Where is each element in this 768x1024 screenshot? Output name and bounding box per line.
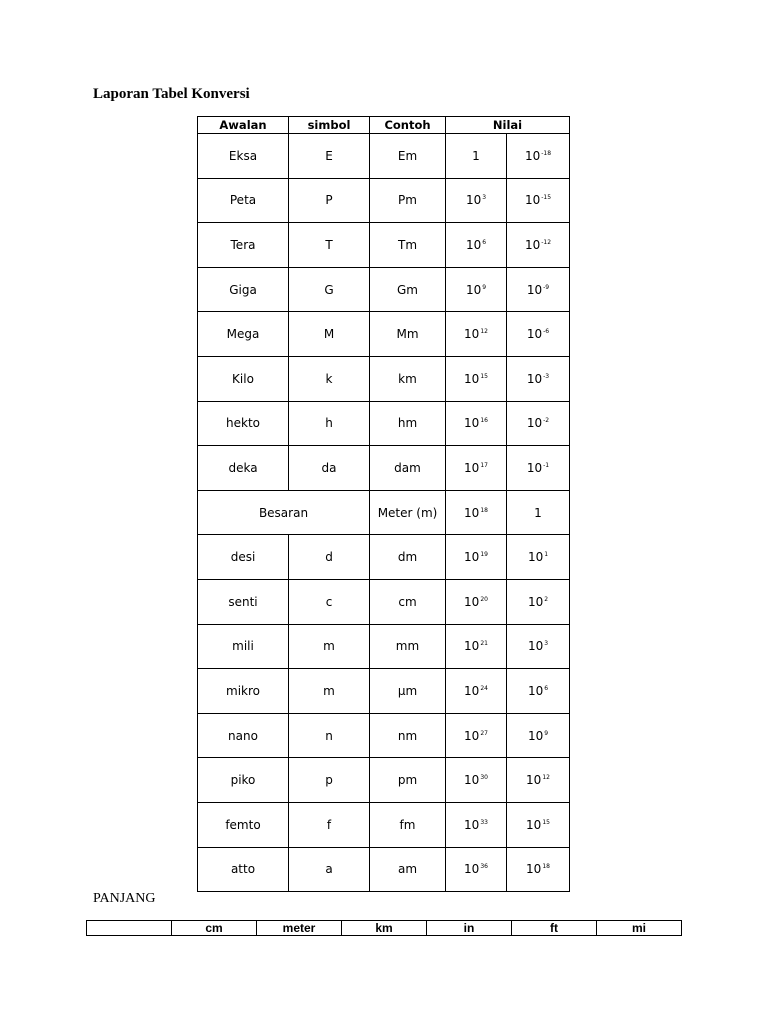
nilai-2-cell-exponent: 15 bbox=[542, 818, 550, 826]
nilai-2-cell-exponent: 9 bbox=[544, 729, 549, 737]
nilai-1-cell-base: 10 bbox=[464, 773, 480, 788]
nilai-1-cell-exponent: 3 bbox=[482, 194, 487, 202]
simbol-cell: d bbox=[289, 535, 370, 580]
simbol-cell: f bbox=[289, 802, 370, 847]
simbol-cell: da bbox=[289, 446, 370, 491]
awalan-cell: deka bbox=[198, 446, 289, 491]
table-row bbox=[198, 356, 570, 401]
nilai-2-cell-base: 10 bbox=[526, 817, 542, 832]
contoh-cell: nm bbox=[370, 713, 446, 758]
nilai-2-cell bbox=[507, 401, 570, 446]
contoh-cell: Pm bbox=[370, 178, 446, 223]
simbol-cell: a bbox=[289, 847, 370, 892]
simbol-cell: h bbox=[289, 401, 370, 446]
nilai-2-cell bbox=[507, 802, 570, 847]
nilai-2-cell-base: 10 bbox=[527, 550, 544, 565]
table-row bbox=[198, 847, 570, 892]
nilai-1-cell bbox=[446, 535, 507, 580]
nilai-1-cell bbox=[446, 356, 507, 401]
nilai-2-cell-exponent: 3 bbox=[544, 640, 549, 648]
nilai-2-cell-exponent: 12 bbox=[542, 774, 550, 782]
nilai-1-cell bbox=[446, 490, 507, 535]
table-row bbox=[198, 579, 570, 624]
nilai-2-cell-base: 10 bbox=[526, 460, 543, 475]
nilai-1-cell-exponent: 36 bbox=[480, 863, 488, 871]
page-title: Laporan Tabel Konversi bbox=[93, 86, 250, 102]
nilai-1-cell-exponent: 6 bbox=[482, 238, 487, 246]
nilai-2-cell-exponent: 2 bbox=[544, 595, 549, 603]
nilai-1-cell-exponent: 19 bbox=[480, 551, 488, 559]
contoh-cell: dm bbox=[370, 535, 446, 580]
header-simbol: simbol bbox=[289, 117, 370, 134]
nilai-1-cell bbox=[446, 446, 507, 491]
nilai-1-cell-base: 10 bbox=[464, 594, 480, 609]
nilai-1-cell bbox=[446, 713, 507, 758]
table-row bbox=[198, 178, 570, 223]
nilai-1-cell-base: 10 bbox=[465, 282, 482, 297]
nilai-2-cell-exponent: -15 bbox=[541, 194, 552, 202]
length-header-row bbox=[87, 921, 682, 936]
awalan-cell: Giga bbox=[198, 267, 289, 312]
awalan-cell: Eksa bbox=[198, 134, 289, 179]
nilai-2-cell bbox=[507, 446, 570, 491]
nilai-2-cell bbox=[507, 669, 570, 714]
nilai-1-cell-exponent: 12 bbox=[480, 328, 488, 336]
nilai-2-cell-exponent: 1 bbox=[544, 551, 549, 559]
nilai-2-cell bbox=[507, 223, 570, 268]
nilai-2-cell-base: 10 bbox=[527, 728, 544, 743]
awalan-cell: femto bbox=[198, 802, 289, 847]
nilai-1-cell-base: 1 bbox=[472, 148, 480, 163]
simbol-cell: n bbox=[289, 713, 370, 758]
nilai-2-cell bbox=[507, 713, 570, 758]
awalan-cell: Peta bbox=[198, 178, 289, 223]
nilai-2-cell-exponent: -3 bbox=[543, 372, 550, 380]
nilai-1-cell-exponent: 33 bbox=[480, 818, 488, 826]
table-row bbox=[198, 223, 570, 268]
nilai-2-cell bbox=[507, 758, 570, 803]
table-row bbox=[198, 713, 570, 758]
nilai-2-cell-base: 10 bbox=[524, 237, 541, 252]
contoh-cell: Gm bbox=[370, 267, 446, 312]
length-header-cell: ft bbox=[512, 921, 597, 936]
nilai-1-cell-base: 10 bbox=[464, 728, 480, 743]
simbol-cell: G bbox=[289, 267, 370, 312]
contoh-cell: fm bbox=[370, 802, 446, 847]
simbol-cell: M bbox=[289, 312, 370, 357]
length-header-cell: meter bbox=[257, 921, 342, 936]
nilai-2-cell bbox=[507, 490, 570, 535]
nilai-2-cell-base: 10 bbox=[526, 773, 542, 788]
nilai-2-cell-base: 10 bbox=[526, 327, 543, 342]
nilai-1-cell-exponent: 15 bbox=[480, 372, 488, 380]
contoh-cell: Meter (m) bbox=[370, 490, 446, 535]
nilai-1-cell-exponent: 18 bbox=[480, 506, 488, 514]
nilai-2-cell-exponent: -6 bbox=[543, 328, 550, 336]
nilai-1-cell-base: 10 bbox=[465, 237, 482, 252]
nilai-2-cell-base: 10 bbox=[526, 371, 543, 386]
nilai-1-cell-exponent: 24 bbox=[480, 684, 488, 692]
nilai-2-cell bbox=[507, 312, 570, 357]
nilai-2-cell bbox=[507, 178, 570, 223]
contoh-cell: cm bbox=[370, 579, 446, 624]
nilai-2-cell-base: 10 bbox=[527, 639, 544, 654]
nilai-1-cell-exponent: 9 bbox=[482, 283, 487, 291]
merged-label: Besaran bbox=[198, 490, 370, 535]
table-row bbox=[198, 401, 570, 446]
nilai-2-cell-exponent: -9 bbox=[543, 283, 550, 291]
nilai-2-cell bbox=[507, 847, 570, 892]
nilai-2-cell bbox=[507, 535, 570, 580]
nilai-2-cell-exponent: -12 bbox=[541, 238, 552, 246]
awalan-cell: atto bbox=[198, 847, 289, 892]
nilai-1-cell-base: 10 bbox=[464, 817, 480, 832]
nilai-1-cell bbox=[446, 758, 507, 803]
nilai-1-cell-base: 10 bbox=[464, 416, 480, 431]
nilai-1-cell bbox=[446, 624, 507, 669]
contoh-cell: mm bbox=[370, 624, 446, 669]
awalan-cell: hekto bbox=[198, 401, 289, 446]
awalan-cell: Tera bbox=[198, 223, 289, 268]
nilai-1-cell bbox=[446, 401, 507, 446]
nilai-1-cell bbox=[446, 267, 507, 312]
table-row bbox=[198, 802, 570, 847]
nilai-2-cell-exponent: 6 bbox=[544, 684, 549, 692]
conversion-body bbox=[198, 134, 570, 892]
awalan-cell: nano bbox=[198, 713, 289, 758]
awalan-cell: desi bbox=[198, 535, 289, 580]
nilai-1-cell-base: 10 bbox=[465, 193, 482, 208]
simbol-cell: c bbox=[289, 579, 370, 624]
length-header-cell bbox=[87, 921, 172, 936]
simbol-cell: T bbox=[289, 223, 370, 268]
length-header-cell: cm bbox=[172, 921, 257, 936]
simbol-cell: m bbox=[289, 624, 370, 669]
awalan-cell: senti bbox=[198, 579, 289, 624]
contoh-cell: Tm bbox=[370, 223, 446, 268]
length-header-cell: mi bbox=[597, 921, 682, 936]
nilai-1-cell bbox=[446, 134, 507, 179]
simbol-cell: E bbox=[289, 134, 370, 179]
contoh-cell: km bbox=[370, 356, 446, 401]
nilai-1-cell-base: 10 bbox=[464, 460, 480, 475]
table-row bbox=[198, 267, 570, 312]
contoh-cell: dam bbox=[370, 446, 446, 491]
nilai-1-cell-base: 10 bbox=[464, 683, 480, 698]
length-table bbox=[86, 920, 682, 936]
awalan-cell: Mega bbox=[198, 312, 289, 357]
contoh-cell: pm bbox=[370, 758, 446, 803]
awalan-cell: mikro bbox=[198, 669, 289, 714]
header-row bbox=[198, 117, 570, 134]
length-header-cell: km bbox=[342, 921, 427, 936]
nilai-1-cell-exponent: 27 bbox=[480, 729, 488, 737]
nilai-1-cell-base: 10 bbox=[464, 550, 480, 565]
nilai-2-cell-base: 10 bbox=[526, 282, 543, 297]
nilai-2-cell-exponent: -18 bbox=[541, 149, 552, 157]
nilai-2-cell bbox=[507, 624, 570, 669]
awalan-cell: mili bbox=[198, 624, 289, 669]
contoh-cell: μm bbox=[370, 669, 446, 714]
nilai-2-cell-base: 10 bbox=[526, 416, 543, 431]
awalan-cell: Kilo bbox=[198, 356, 289, 401]
nilai-2-cell-base: 10 bbox=[527, 594, 544, 609]
simbol-cell: P bbox=[289, 178, 370, 223]
table-row bbox=[198, 624, 570, 669]
nilai-2-cell-exponent: -2 bbox=[543, 417, 550, 425]
nilai-2-cell bbox=[507, 267, 570, 312]
nilai-1-cell-exponent: 17 bbox=[480, 461, 488, 469]
contoh-cell: hm bbox=[370, 401, 446, 446]
nilai-1-cell-base: 10 bbox=[464, 327, 480, 342]
nilai-2-cell-exponent: -1 bbox=[543, 461, 550, 469]
nilai-2-cell bbox=[507, 134, 570, 179]
nilai-1-cell-exponent: 20 bbox=[480, 595, 488, 603]
length-header-cell: in bbox=[427, 921, 512, 936]
nilai-1-cell bbox=[446, 223, 507, 268]
table-row bbox=[198, 134, 570, 179]
header-contoh: Contoh bbox=[370, 117, 446, 134]
nilai-1-cell-base: 10 bbox=[464, 862, 480, 877]
nilai-2-cell bbox=[507, 356, 570, 401]
awalan-cell: piko bbox=[198, 758, 289, 803]
nilai-1-cell bbox=[446, 669, 507, 714]
nilai-2-cell-base: 10 bbox=[526, 862, 542, 877]
nilai-1-cell bbox=[446, 312, 507, 357]
nilai-2-cell-base: 10 bbox=[524, 193, 541, 208]
table-row bbox=[198, 758, 570, 803]
nilai-2-cell-base: 1 bbox=[534, 505, 542, 520]
header-nilai: Nilai bbox=[446, 117, 570, 134]
header-awalan: Awalan bbox=[198, 117, 289, 134]
contoh-cell: Mm bbox=[370, 312, 446, 357]
nilai-1-cell-exponent: 30 bbox=[480, 774, 488, 782]
nilai-2-cell-exponent: 18 bbox=[542, 863, 550, 871]
nilai-1-cell-base: 10 bbox=[464, 371, 480, 386]
nilai-1-cell-base: 10 bbox=[464, 505, 480, 520]
nilai-2-cell-base: 10 bbox=[524, 148, 541, 163]
table-row bbox=[198, 535, 570, 580]
nilai-1-cell bbox=[446, 802, 507, 847]
table-row bbox=[198, 312, 570, 357]
simbol-cell: k bbox=[289, 356, 370, 401]
table-row bbox=[198, 669, 570, 714]
nilai-1-cell-exponent: 21 bbox=[480, 640, 488, 648]
table-row bbox=[198, 446, 570, 491]
nilai-2-cell-base: 10 bbox=[527, 683, 544, 698]
nilai-1-cell-exponent: 16 bbox=[480, 417, 488, 425]
nilai-1-cell-base: 10 bbox=[464, 639, 480, 654]
nilai-2-cell bbox=[507, 579, 570, 624]
nilai-1-cell bbox=[446, 178, 507, 223]
table-row bbox=[198, 490, 570, 535]
nilai-1-cell bbox=[446, 847, 507, 892]
contoh-cell: am bbox=[370, 847, 446, 892]
contoh-cell: Em bbox=[370, 134, 446, 179]
nilai-1-cell bbox=[446, 579, 507, 624]
section-heading: PANJANG bbox=[93, 891, 156, 906]
conversion-table bbox=[197, 116, 570, 892]
simbol-cell: p bbox=[289, 758, 370, 803]
simbol-cell: m bbox=[289, 669, 370, 714]
